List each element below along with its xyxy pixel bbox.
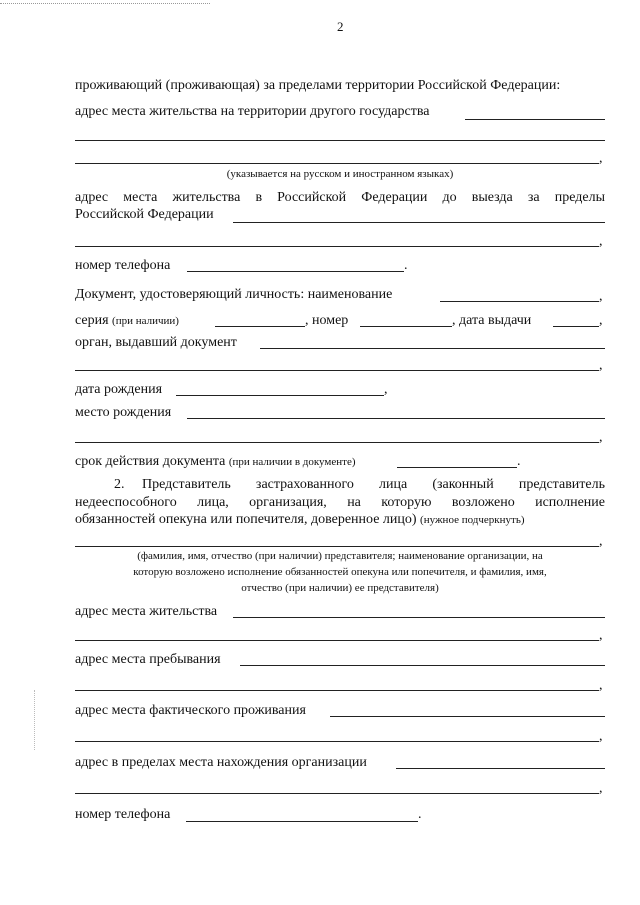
birth-place-field-2[interactable] bbox=[75, 442, 599, 443]
section-2-number: 2. bbox=[114, 477, 125, 492]
series-field[interactable] bbox=[215, 326, 305, 327]
section-2-line-2: недееспособного лица, организация, на которую возложено исполнение bbox=[75, 495, 605, 510]
top-rule bbox=[0, 3, 210, 4]
rf-address-label-1: адрес места жительства в Российской Федерации до выезда за пределы bbox=[75, 190, 605, 205]
comma: , bbox=[599, 781, 603, 796]
representative-note-1: (фамилия, имя, отчество (при наличии) представителя; наименование организации, на bbox=[137, 550, 543, 562]
rf-address-label-2: Российской Федерации bbox=[75, 207, 214, 222]
rep-phone-label: номер телефона bbox=[75, 807, 171, 822]
rf-address-field[interactable] bbox=[233, 222, 605, 223]
section-2-line-3: обязанностей опекуна или попечителя, доверенное лицо) (нужное подчеркнуть) bbox=[75, 512, 525, 527]
period: . bbox=[418, 807, 422, 822]
birth-date-field[interactable] bbox=[176, 395, 384, 396]
comma: , bbox=[599, 234, 603, 249]
period: . bbox=[404, 258, 408, 273]
issuer-field-2[interactable] bbox=[75, 370, 599, 371]
comma: , bbox=[599, 678, 603, 693]
comma: , bbox=[599, 628, 603, 643]
rep-org-field[interactable] bbox=[396, 768, 605, 769]
rep-actual-field[interactable] bbox=[330, 716, 605, 717]
comma: , bbox=[599, 430, 603, 445]
rep-org-label: адрес в пределах места нахождения организации bbox=[75, 755, 367, 770]
page-number: 2 bbox=[337, 19, 344, 34]
phone-field[interactable] bbox=[187, 271, 404, 272]
residing-abroad-text: проживающий (проживающая) за пределами территории Российской Федерации: bbox=[75, 78, 561, 93]
number-label: , номер bbox=[305, 313, 349, 328]
margin-mark bbox=[34, 690, 35, 750]
representative-note-3: отчество (при наличии) ее представителя) bbox=[241, 582, 439, 594]
rep-actual-field-2[interactable] bbox=[75, 741, 599, 742]
rep-residence-label: адрес места жительства bbox=[75, 604, 218, 619]
id-document-field[interactable] bbox=[440, 301, 599, 302]
rep-org-field-2[interactable] bbox=[75, 793, 599, 794]
representative-field[interactable] bbox=[75, 546, 599, 547]
rep-stay-field-2[interactable] bbox=[75, 690, 599, 691]
validity-label: срок действия документа (при наличии в документе) bbox=[75, 454, 356, 469]
validity-field[interactable] bbox=[397, 467, 517, 468]
issue-date-label: , дата выдачи bbox=[452, 313, 532, 328]
comma: , bbox=[599, 313, 603, 328]
rep-residence-field[interactable] bbox=[233, 617, 605, 618]
issuer-label: орган, выдавший документ bbox=[75, 335, 237, 350]
foreign-address-field-2[interactable] bbox=[75, 140, 605, 141]
birth-place-field[interactable] bbox=[187, 418, 605, 419]
birth-date-label: дата рождения bbox=[75, 382, 163, 397]
comma: , bbox=[599, 534, 603, 549]
language-note: (указывается на русском и иностранном языках) bbox=[226, 168, 454, 180]
number-field[interactable] bbox=[360, 326, 452, 327]
foreign-address-field-3[interactable] bbox=[75, 163, 599, 164]
foreign-address-field[interactable] bbox=[465, 119, 605, 120]
issuer-field[interactable] bbox=[260, 348, 605, 349]
rep-stay-label: адрес места пребывания bbox=[75, 652, 221, 667]
comma: , bbox=[599, 358, 603, 373]
id-document-label: Документ, удостоверяющий личность: наименование bbox=[75, 287, 393, 302]
representative-note-2: которую возложено исполнение обязанностей опекуна или попечителя, и фамилия, имя, bbox=[133, 566, 547, 578]
section-2-line-1: Представитель застрахованного лица (законный представитель bbox=[142, 477, 605, 492]
phone-label: номер телефона bbox=[75, 258, 171, 273]
comma: , bbox=[599, 151, 603, 166]
rf-address-field-2[interactable] bbox=[75, 246, 599, 247]
rep-residence-field-2[interactable] bbox=[75, 640, 599, 641]
rep-phone-field[interactable] bbox=[186, 821, 418, 822]
rep-stay-field[interactable] bbox=[240, 665, 605, 666]
birth-place-label: место рождения bbox=[75, 405, 172, 420]
period: . bbox=[517, 454, 521, 469]
issue-date-field[interactable] bbox=[553, 326, 599, 327]
rep-actual-label: адрес места фактического проживания bbox=[75, 703, 306, 718]
comma: , bbox=[384, 382, 388, 397]
foreign-address-label: адрес места жительства на территории другого государства bbox=[75, 104, 430, 119]
series-label: серия (при наличии) bbox=[75, 313, 179, 328]
comma: , bbox=[599, 289, 603, 304]
comma: , bbox=[599, 729, 603, 744]
